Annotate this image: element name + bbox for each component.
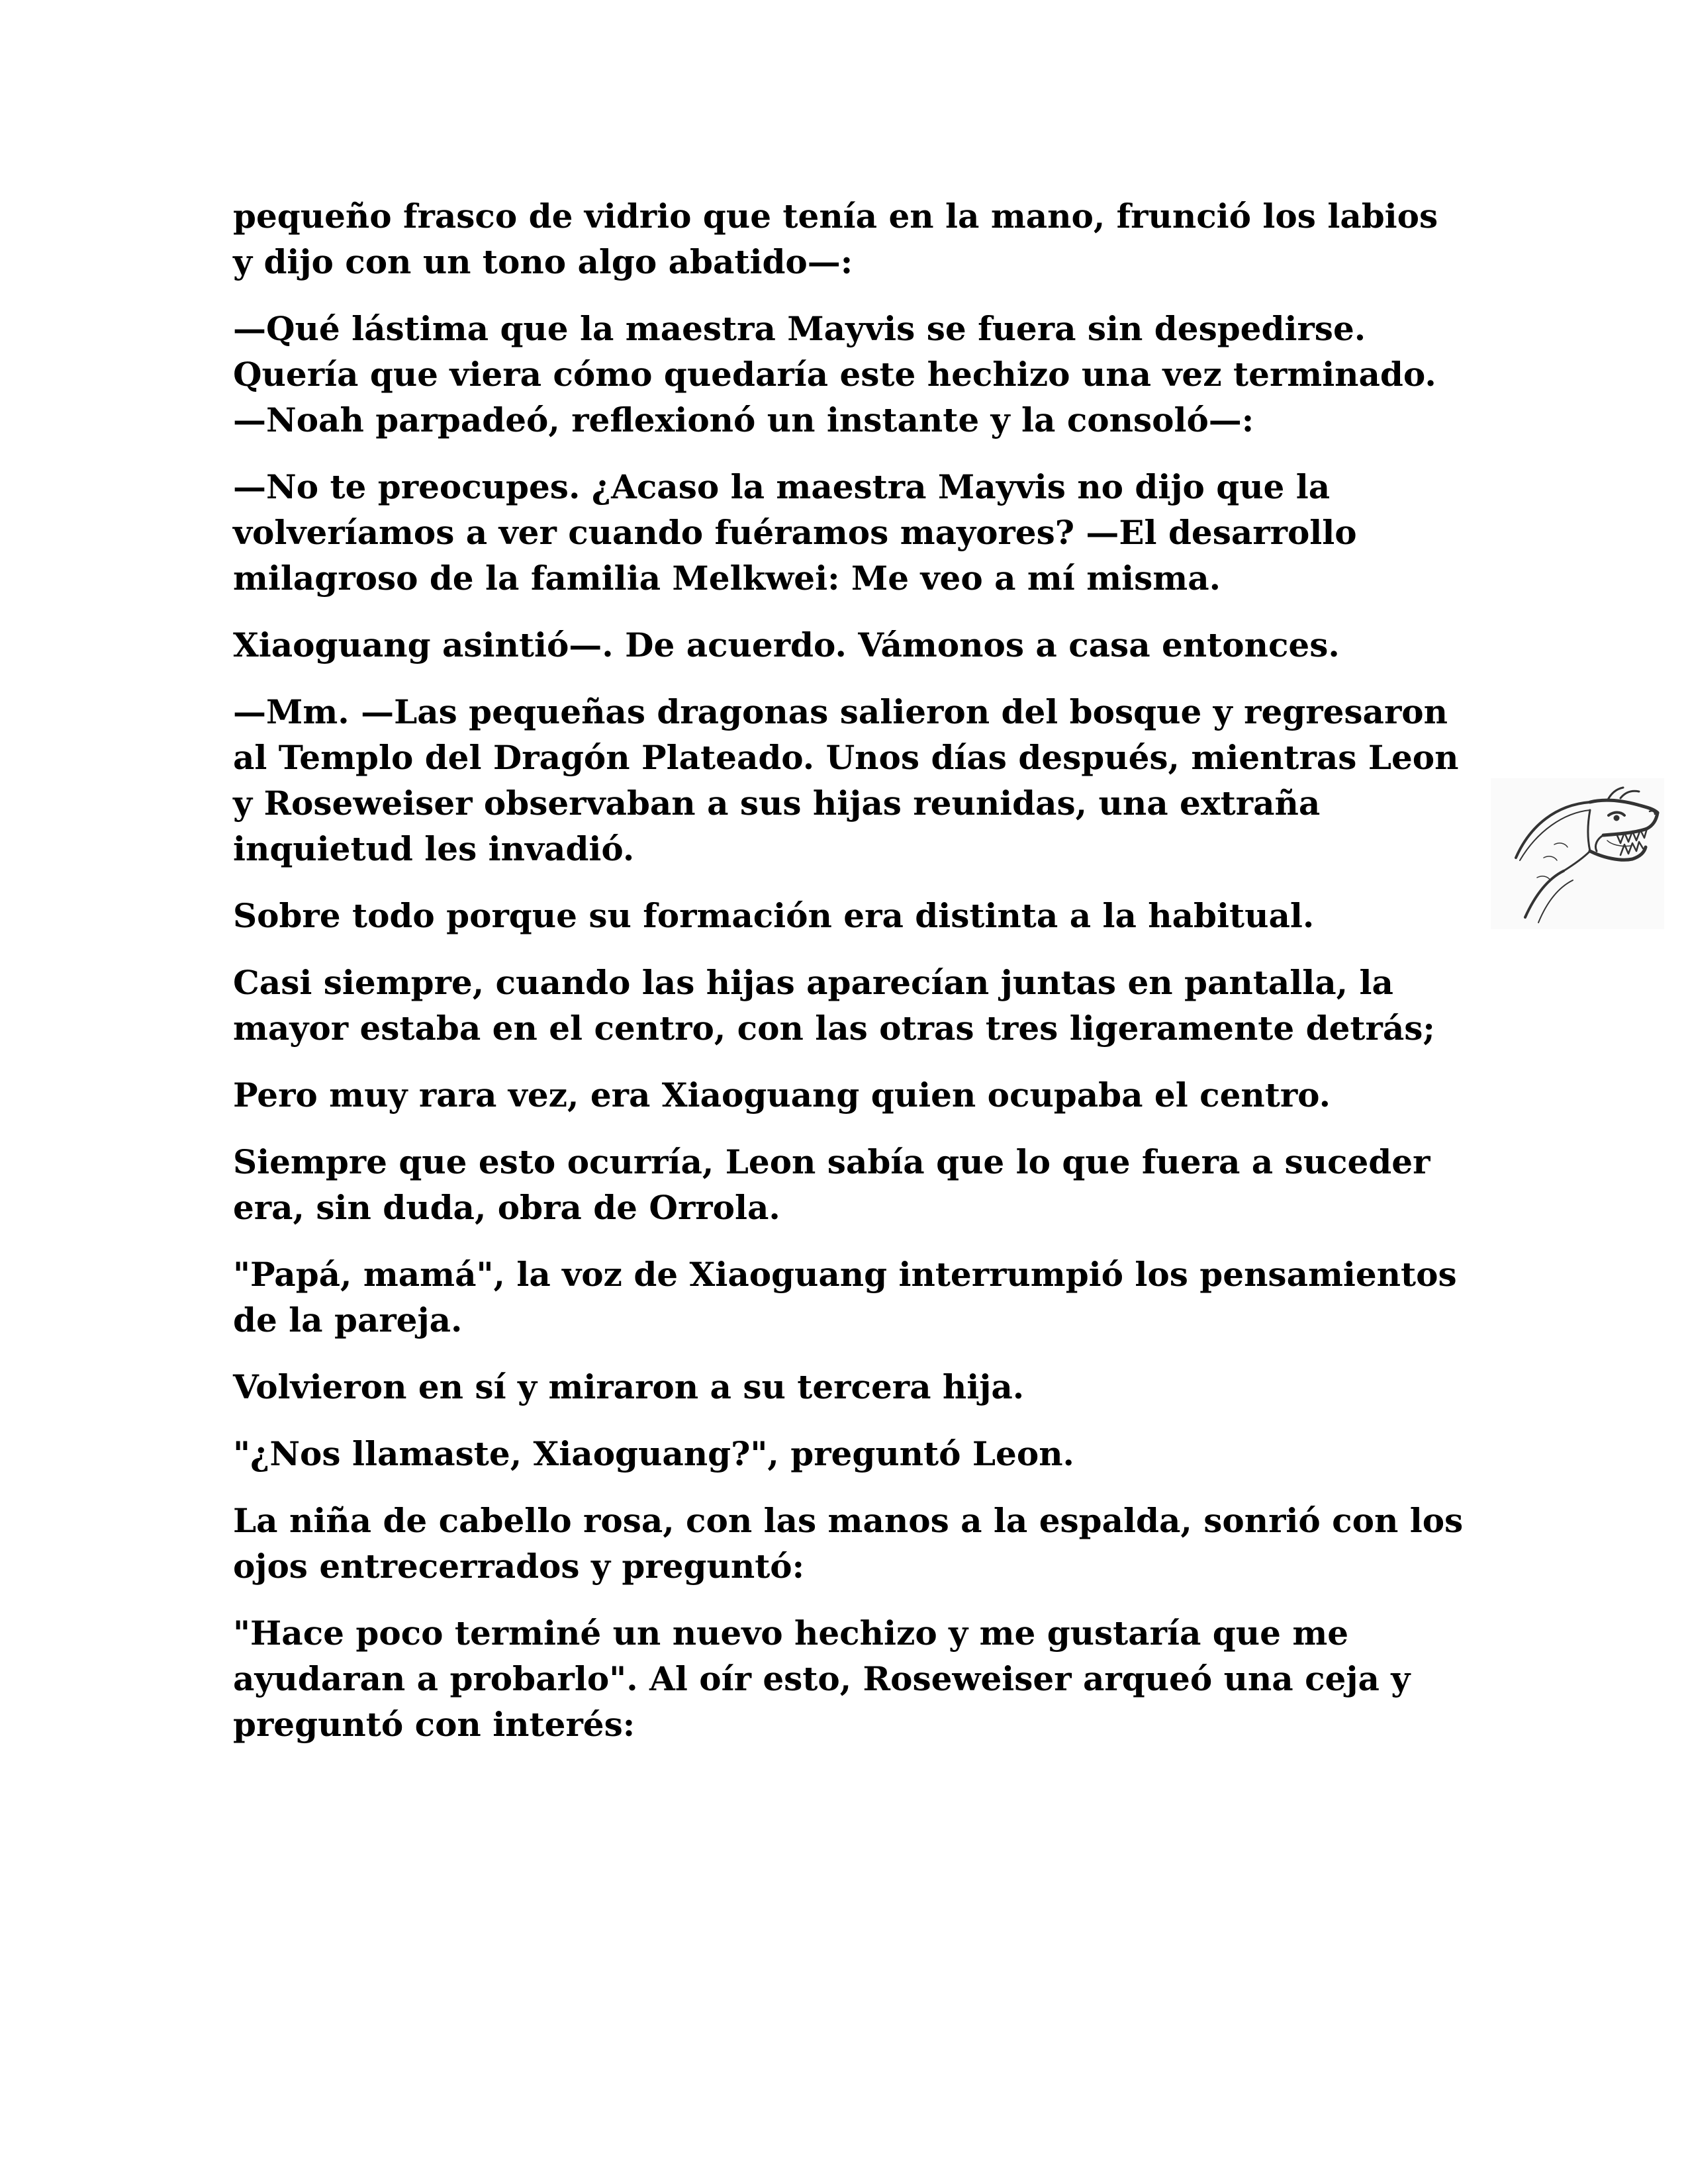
- paragraph-3: —No te preocupes. ¿Acaso la maestra Mayvis no dijo que la volveríamos a ver cuando fuéramos mayores? —El desarrollo milagroso de la familia Melkwei: Me veo a mí misma.: [233, 467, 1357, 598]
- paragraph-10: "Papá, mamá", la voz de Xiaoguang interrumpió los pensamientos de la pareja.: [233, 1255, 1457, 1340]
- text-body: [233, 193, 1464, 1768]
- paragraph-8: Pero muy rara vez, era Xiaoguang quien ocupaba el centro.: [233, 1075, 1331, 1115]
- paragraph-6: Sobre todo porque su formación era distinta a la habitual.: [233, 896, 1315, 935]
- paragraph-13: La niña de cabello rosa, con las manos a la espalda, sonrió con los ojos entrecerrados y preguntó:: [233, 1501, 1464, 1586]
- paragraph-12: "¿Nos llamaste, Xiaoguang?", preguntó Leon.: [233, 1434, 1074, 1473]
- paragraph-1: pequeño frasco de vidrio que tenía en la mano, frunció los labios y dijo con un tono algo abatido—:: [233, 197, 1438, 281]
- paragraph-4: Xiaoguang asintió—. De acuerdo. Vámonos a casa entonces.: [233, 625, 1340, 664]
- dragon-head-sketch-icon: [1491, 778, 1664, 929]
- paragraph-14: "Hace poco terminé un nuevo hechizo y me gustaría que me ayudaran a probarlo". Al oír esto, Roseweiser arqueó una ceja y preguntó con interés:: [233, 1614, 1411, 1744]
- paragraph-9: Siempre que esto ocurría, Leon sabía que lo que fuera a suceder era, sin duda, obra de Orrola.: [233, 1142, 1430, 1227]
- paragraph-2: —Qué lástima que la maestra Mayvis se fuera sin despedirse. Quería que viera cómo quedaría este hechizo una vez terminado. —Noah parpadeó, reflexionó un instante y la consoló—:: [233, 309, 1436, 439]
- paragraph-5: —Mm. —Las pequeñas dragonas salieron del bosque y regresaron al Templo del Dragón Plateado. Unos días después, mientras Leon y Roseweiser observaban a sus hijas reunidas, una extraña inquietud les invadió.: [233, 692, 1459, 868]
- paragraph-11: Volvieron en sí y miraron a su tercera hija.: [233, 1367, 1025, 1406]
- paragraph-7: Casi siempre, cuando las hijas aparecían juntas en pantalla, la mayor estaba en el centro, con las otras tres ligeramente detrás;: [233, 963, 1435, 1048]
